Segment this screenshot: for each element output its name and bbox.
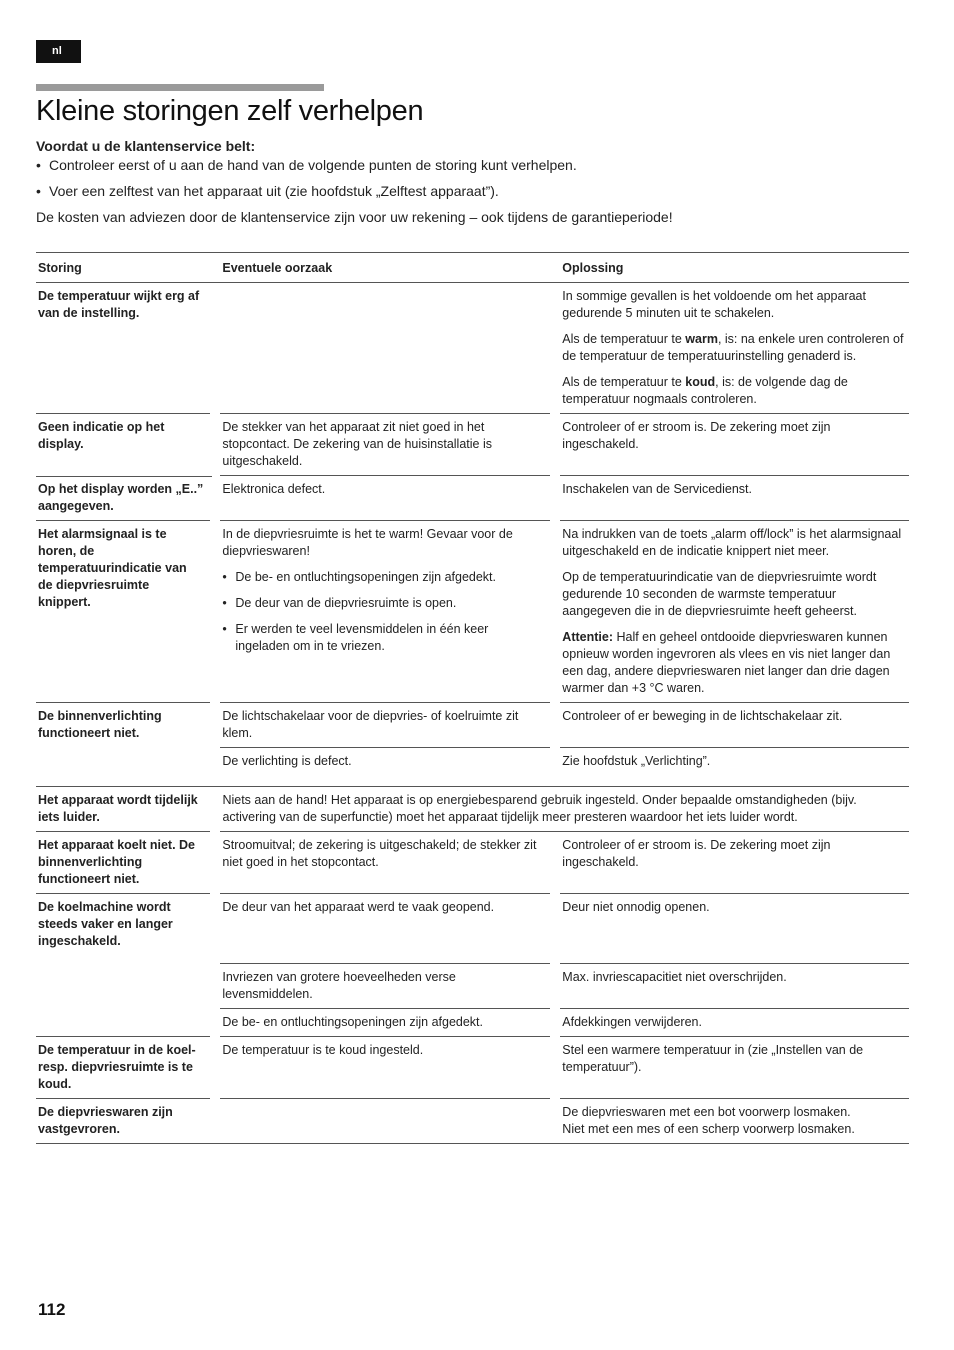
oorzaak-cell: De temperatuur is te koud ingesteld.: [220, 1037, 550, 1099]
oorzaak-text: In de diepvriesruimte is het te warm! Gevaar voor de diepvrieswaren!: [222, 527, 513, 558]
title-rule: [36, 84, 324, 91]
oorzaak-cell: [220, 521, 550, 703]
oplossing-cell: Inschakelen van de Servicedienst.: [560, 476, 909, 521]
emphasis-koud: koud: [685, 375, 716, 389]
oorzaak-bullet: • De deur van de diepvriesruimte is open.: [222, 595, 544, 612]
storing-cell-empty: [36, 1009, 210, 1037]
page-title: Kleine storingen zelf verhelpen: [36, 95, 424, 127]
table-row: [36, 1099, 909, 1144]
storing-cell-empty: [36, 964, 210, 1009]
oorzaak-cell: De be- en ontluchtingsopeningen zijn afgedekt.: [220, 1009, 550, 1037]
oorzaak-cell: De stekker van het apparaat zit niet goed in het stopcontact. De zekering van de huisinstallatie is uitgeschakeld.: [220, 414, 550, 476]
storing-cell: Op het display worden „E..” aangegeven.: [36, 476, 210, 521]
header-storing: Storing: [38, 261, 82, 275]
oplossing-text: Niet met een mes of een scherp voorwerp losmaken.: [562, 1122, 855, 1136]
oplossing-text: In sommige gevallen is het voldoende om het apparaat gedurende 5 minuten uit te schakelen.: [562, 289, 866, 320]
storing-cell: De koelmachine wordt steeds vaker en langer ingeschakeld.: [38, 900, 173, 948]
intro-bullet: • Voer een zelftest van het apparaat uit (zie hoofdstuk „Zelftest apparaat”).: [36, 182, 916, 201]
oorzaak-cell: De deur van het apparaat werd te vaak geopend.: [220, 894, 550, 964]
span-cell: Niets aan de hand! Het apparaat is op energiebesparend gebruik ingesteld. Onder bepaalde omstandigheden (bijv. activering van de superfunctie) moet het apparaat tijdelijk meer presteren waardoor het iets luider wordt.: [220, 787, 909, 832]
intro-bullet: • Controleer eerst of u aan de hand van de volgende punten de storing kunt verhelpen.: [36, 156, 916, 175]
attentie-label: Attentie:: [562, 630, 613, 644]
storing-cell: Het apparaat koelt niet. De binnenverlichting functioneert niet.: [36, 832, 210, 894]
table-row: [36, 786, 909, 832]
oplossing-text: Na indrukken van de toets „alarm off/lock” is het alarmsignaal uitgeschakeld en de indicatie knippert niet meer.: [562, 527, 902, 558]
oorzaak-cell: Elektronica defect.: [220, 476, 550, 521]
oplossing-cell: Afdekkingen verwijderen.: [560, 1009, 909, 1037]
oorzaak-cell: De lichtschakelaar voor de diepvries- of koelruimte zit klem.: [220, 703, 550, 748]
table-row: [36, 832, 909, 894]
table-row: [36, 283, 909, 414]
table-row: [36, 414, 909, 476]
oorzaak-cell: [220, 1099, 550, 1143]
storing-cell-empty: [36, 748, 210, 786]
oplossing-cell: Deur niet onnodig openen.: [560, 894, 909, 964]
storing-cell: De binnenverlichting functioneert niet.: [38, 709, 162, 740]
storing-cell: Geen indicatie op het display.: [38, 420, 165, 451]
emphasis-warm: warm: [685, 332, 718, 346]
oorzaak-cell: Stroomuitval; de zekering is uitgeschakeld; de stekker zit niet goed in het stopcontact.: [220, 832, 550, 894]
oorzaak-cell: [220, 283, 550, 414]
table-header: [36, 252, 909, 283]
oplossing-text: Attentie: Half en geheel ontdooide diepvrieswaren kunnen opnieuw worden ingevroren als vlees en vis niet langer dan een dag, andere diepvrieswaren niet langer dan drie dagen warmer dan +3 °C waren.: [562, 630, 891, 695]
table-row: [36, 748, 909, 786]
table-row: [36, 894, 909, 964]
oorzaak-bullet: • Er werden te veel levensmiddelen in één keer ingeladen om in te vriezen.: [222, 621, 544, 655]
intro-list: [36, 156, 916, 201]
header-oplossing: Oplossing: [562, 261, 624, 275]
intro-note: De kosten van adviezen door de klantenservice zijn voor uw rekening – ook tijdens de garantieperiode!: [36, 209, 673, 225]
storing-cell: De temperatuur in de koel- resp. diepvriesruimte is te koud.: [36, 1037, 210, 1099]
header-oorzaak: Eventuele oorzaak: [222, 261, 333, 275]
storing-cell: Het apparaat wordt tijdelijk iets luider.: [36, 787, 210, 832]
oorzaak-cell: De verlichting is defect.: [222, 754, 352, 768]
table-row: [36, 1009, 909, 1037]
storing-cell: De temperatuur wijkt erg af van de instelling.: [36, 283, 210, 414]
language-tab: nl: [36, 40, 81, 63]
oorzaak-bullet: • De be- en ontluchtingsopeningen zijn afgedekt.: [222, 569, 544, 586]
storing-cell: Het alarmsignaal is te horen, de temperatuurindicatie van de diepvriesruimte knippert.: [36, 521, 210, 703]
table-row: [36, 521, 909, 703]
table-row: [36, 1037, 909, 1099]
oplossing-text: Als de temperatuur te warm, is: na enkele uren controleren of de temperatuur de temperatuurinstelling genaderd is.: [562, 332, 904, 363]
oorzaak-list: [222, 569, 544, 655]
oplossing-cell: [560, 1099, 909, 1143]
oplossing-text: Op de temperatuurindicatie van de diepvriesruimte wordt gedurende 10 seconden de warmste temperatuur aangegeven die in de diepvriesruimte heeft geheerst.: [562, 570, 877, 618]
page-number: 112: [38, 1300, 66, 1319]
storing-cell: De diepvrieswaren zijn vastgevroren.: [38, 1105, 173, 1136]
oplossing-cell: Controleer of er stroom is. De zekering moet zijn ingeschakeld.: [560, 832, 909, 894]
table-row: [36, 476, 212, 477]
table-row: [36, 964, 909, 1009]
oplossing-text: Als de temperatuur te koud, is: de volgende dag de temperatuur nogmaals controleren.: [562, 375, 848, 406]
table-row: [36, 703, 909, 748]
oplossing-cell: Controleer of er stroom is. De zekering moet zijn ingeschakeld.: [560, 414, 909, 476]
oplossing-cell: Controleer of er beweging in de lichtschakelaar zit.: [560, 703, 909, 748]
oplossing-cell: Max. invriescapacitiet niet overschrijden.: [560, 964, 909, 1009]
troubleshooting-table: [36, 252, 909, 1144]
oplossing-cell: [560, 521, 909, 703]
table-row: [36, 476, 909, 521]
oplossing-text: De diepvrieswaren met een bot voorwerp losmaken.: [562, 1105, 851, 1119]
oplossing-cell: [560, 283, 909, 414]
oorzaak-cell: Invriezen van grotere hoeveelheden verse levensmiddelen.: [220, 964, 550, 1009]
intro-section: [36, 138, 916, 227]
intro-lead: Voordat u de klantenservice belt:: [36, 138, 256, 154]
oplossing-cell: Zie hoofdstuk „Verlichting”.: [562, 754, 711, 768]
oplossing-cell: Stel een warmere temperatuur in (zie „Instellen van de temperatuur”).: [560, 1037, 909, 1099]
